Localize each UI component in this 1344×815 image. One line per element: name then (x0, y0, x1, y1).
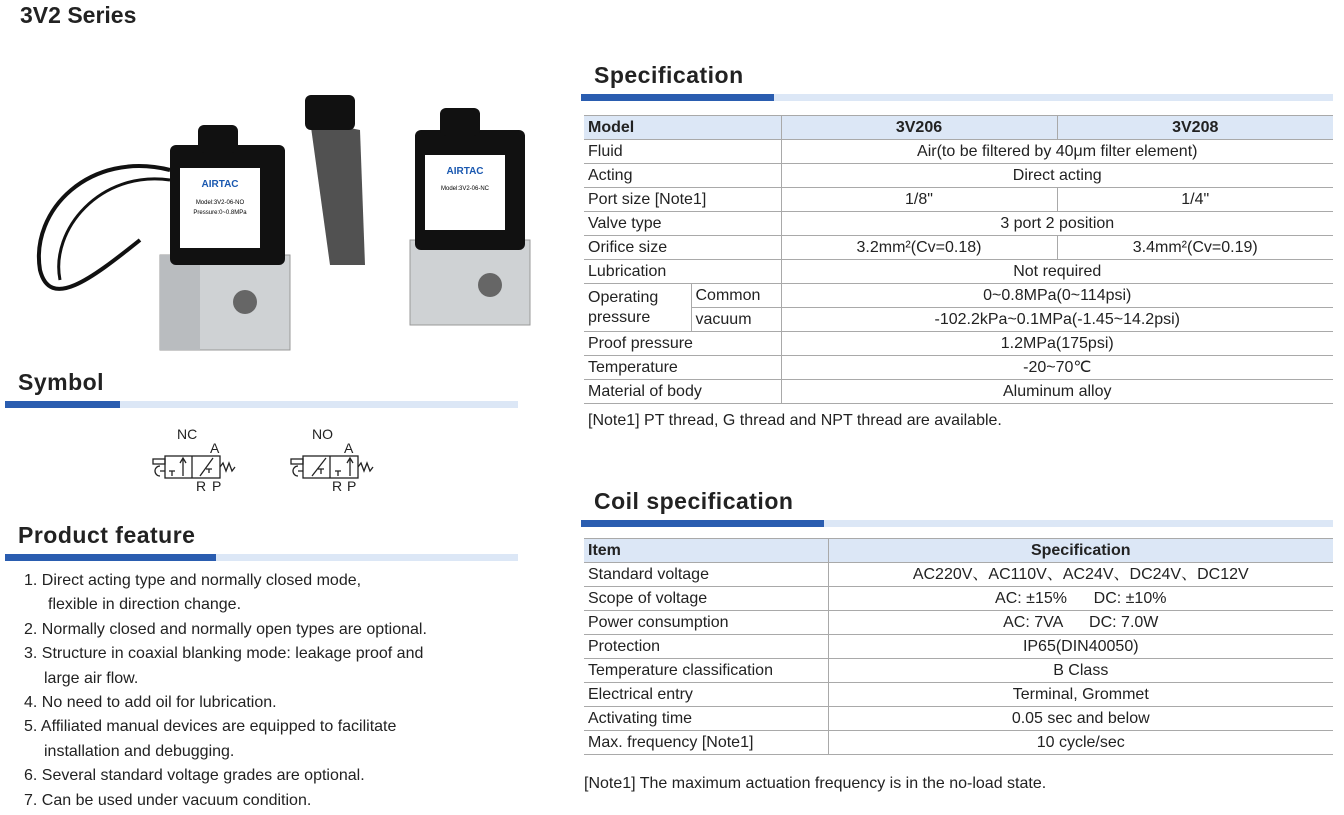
row-label: Max. frequency [Note1] (584, 731, 828, 755)
section-title-product-feature: Product feature (18, 522, 196, 548)
feature-item: 1. Direct acting type and normally closed mode, (24, 572, 362, 589)
row-value: 1/4" (1057, 188, 1333, 212)
table-row (584, 212, 1333, 236)
table-row (584, 731, 1333, 755)
row-label: Standard voltage (584, 563, 828, 587)
row-label: Lubrication (584, 260, 781, 284)
row-value: AC: 7VA DC: 7.0W (828, 611, 1333, 635)
table-header-row (584, 539, 1333, 563)
feature-item: 3. Structure in coaxial blanking mode: leakage proof and (24, 645, 424, 663)
row-value: Aluminum alloy (781, 380, 1333, 404)
row-value: 10 cycle/sec (828, 731, 1333, 755)
product-label: Model:3V2-06-NO (195, 200, 245, 206)
brand-logo: AIRTAC (446, 166, 484, 177)
row-value: AC: ±15% DC: ±10% (828, 587, 1333, 611)
page-title: 3V2 Series (20, 2, 137, 28)
header-cell: 3V206 (781, 116, 1057, 140)
section-divider (581, 94, 1333, 101)
port-r-label: R (332, 478, 343, 494)
feature-item: flexible in direction change. (48, 596, 242, 614)
row-label: Protection (584, 635, 828, 659)
row-label: Temperature (584, 356, 781, 380)
port-p-label: P (212, 478, 222, 494)
port-a-label: A (344, 440, 354, 456)
header-cell: Specification (828, 539, 1333, 563)
row-value: IP65(DIN40050) (828, 635, 1333, 659)
symbol-nc (150, 424, 250, 494)
section-divider (581, 520, 1333, 527)
row-label: Activating time (584, 707, 828, 731)
row-label: Scope of voltage (584, 587, 828, 611)
table-row (584, 332, 1333, 356)
table-row (584, 380, 1333, 404)
row-value: 0.05 sec and below (828, 707, 1333, 731)
section-divider (5, 401, 518, 408)
table-row (584, 140, 1333, 164)
sub-label: Common (691, 284, 781, 308)
row-value: -102.2kPa~0.1MPa(-1.45~14.2psi) (781, 308, 1333, 332)
row-label: Orifice size (584, 236, 781, 260)
feature-item: 5. Affiliated manual devices are equipped to facilitate (24, 718, 397, 736)
header-cell: 3V208 (1057, 116, 1333, 140)
product-image (30, 90, 550, 355)
sub-label: vacuum (691, 308, 781, 332)
table-row (584, 356, 1333, 380)
specification-table (584, 115, 1333, 404)
row-label: Power consumption (584, 611, 828, 635)
feature-item: 7. Can be used under vacuum condition. (24, 791, 312, 809)
row-value: 3.2mm²(Cv=0.18) (781, 236, 1057, 260)
table-row (584, 284, 1333, 308)
table-row (584, 236, 1333, 260)
valve-symbol-icon (288, 454, 388, 482)
table-row (584, 563, 1333, 587)
table-row (584, 611, 1333, 635)
table-row (584, 707, 1333, 731)
spec-note: [Note1] PT thread, G thread and NPT thread are available. (588, 412, 1002, 429)
table-row (584, 308, 1333, 332)
row-label: Port size [Note1] (584, 188, 781, 212)
row-value: Not required (781, 260, 1333, 284)
feature-item: large air flow. (44, 669, 139, 687)
feature-item: 4. No need to add oil for lubrication. (24, 694, 277, 712)
section-title-specification: Specification (594, 62, 744, 88)
symbol-no-label: NO (312, 426, 333, 442)
row-value: 1.2MPa(175psi) (781, 332, 1333, 356)
table-row (584, 260, 1333, 284)
table-row (584, 587, 1333, 611)
header-cell: Model (584, 116, 781, 140)
port-a-label: A (210, 440, 220, 456)
product-label: Model:3V2-06-NC (440, 186, 490, 192)
row-value: Direct acting (781, 164, 1333, 188)
table-row (584, 635, 1333, 659)
port-r-label: R (196, 478, 207, 494)
feature-item: installation and debugging. (44, 742, 235, 760)
product-pressure: Pressure:0~0.8MPa (193, 210, 247, 216)
brand-logo: AIRTAC (201, 179, 239, 190)
valve-symbol-icon (150, 454, 250, 482)
row-label: Acting (584, 164, 781, 188)
row-value: B Class (828, 659, 1333, 683)
section-divider (5, 554, 518, 561)
row-label: Material of body (584, 380, 781, 404)
port-p-label: P (347, 478, 357, 494)
feature-list (24, 569, 427, 813)
coil-specification-table (584, 538, 1333, 755)
table-header-row (584, 116, 1333, 140)
row-value: 3 port 2 position (781, 212, 1333, 236)
row-label: Fluid (584, 140, 781, 164)
table-row (584, 683, 1333, 707)
row-label: Valve type (584, 212, 781, 236)
row-value: Terminal, Grommet (828, 683, 1333, 707)
section-title-coil-specification: Coil specification (594, 488, 794, 514)
row-value: -20~70℃ (781, 356, 1333, 380)
header-cell: Item (584, 539, 828, 563)
section-title-symbol: Symbol (18, 369, 105, 395)
row-label: Proof pressure (584, 332, 781, 356)
row-value: Air(to be filtered by 40μm filter element) (781, 140, 1333, 164)
row-value: 1/8" (781, 188, 1057, 212)
coil-note: [Note1] The maximum actuation frequency is in the no-load state. (584, 775, 1047, 792)
row-value: 3.4mm²(Cv=0.19) (1057, 236, 1333, 260)
table-row (584, 659, 1333, 683)
row-value: AC220V、AC110V、AC24V、DC24V、DC12V (828, 563, 1333, 587)
row-label: Electrical entry (584, 683, 828, 707)
symbol-nc-label: NC (177, 426, 198, 442)
row-value: 0~0.8MPa(0~114psi) (781, 284, 1333, 308)
table-row (584, 164, 1333, 188)
symbol-no (288, 424, 388, 494)
feature-item: 2. Normally closed and normally open types are optional. (24, 620, 427, 638)
row-label: Temperature classification (584, 659, 828, 683)
feature-item: 6. Several standard voltage grades are optional. (24, 767, 365, 785)
row-label: Operating pressure (584, 284, 691, 332)
table-row (584, 188, 1333, 212)
